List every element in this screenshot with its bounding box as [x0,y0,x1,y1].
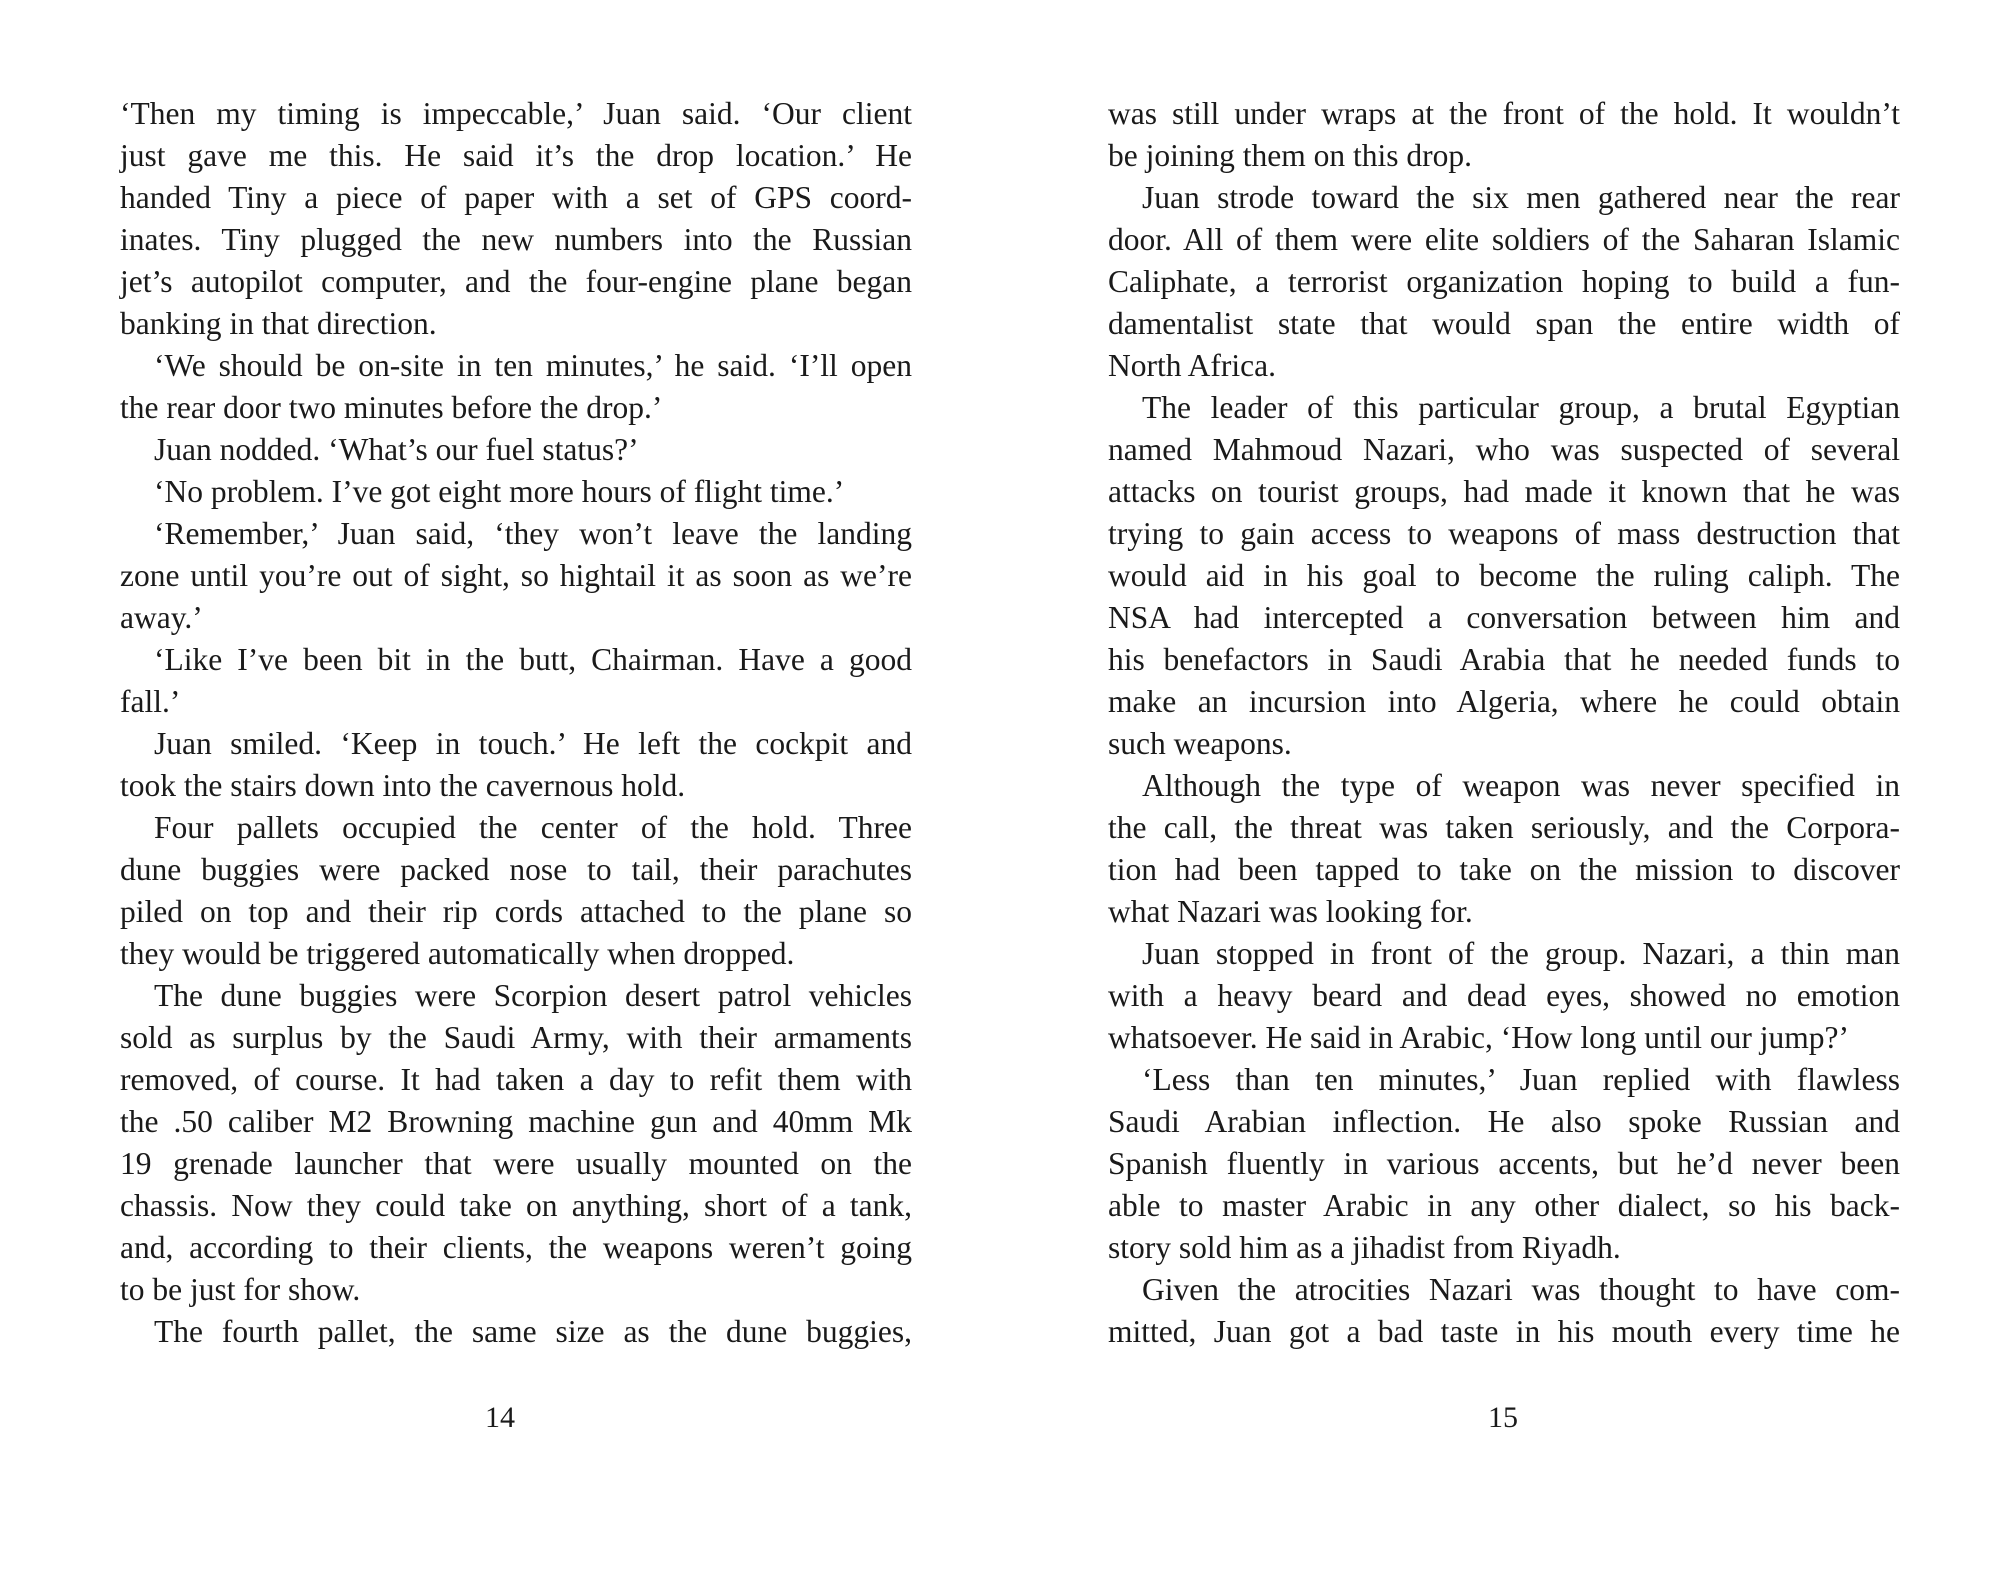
text-line: damentalist state that would span the entire width of [1108,306,1900,341]
text-line: door. All of them were elite soldiers of the Saharan Islamic [1108,222,1900,257]
text-line: ‘Then my timing is impeccable,’ Juan said. ‘Our client [120,96,912,131]
text-line: the .50 caliber M2 Browning machine gun and 40mm Mk [120,1104,912,1139]
text-line: North Africa. [1108,348,1276,383]
text-line: able to master Arabic in any other dialect, so his back- [1108,1188,1900,1223]
text-line: whatsoever. He said in Arabic, ‘How long until our jump?’ [1108,1020,1849,1055]
text-line: Caliphate, a terrorist organization hoping to build a fun- [1108,264,1900,299]
text-line: the call, the threat was taken seriously, and the Corpora- [1108,810,1900,845]
left-page [120,93,912,1353]
text-line: attacks on tourist groups, had made it known that he was [1108,474,1900,509]
text-line: with a heavy beard and dead eyes, showed no emotion [1108,978,1900,1013]
text-line: took the stairs down into the cavernous hold. [120,768,686,803]
text-line: tion had been tapped to take on the mission to discover [1108,852,1900,887]
text-line: be joining them on this drop. [1108,138,1472,173]
text-line: ‘We should be on-site in ten minutes,’ he said. ‘I’ll open [154,348,912,383]
text-line: would aid in his goal to become the ruling caliph. The [1108,558,1900,593]
text-line: handed Tiny a piece of paper with a set of GPS coord- [120,180,912,215]
text-line: ‘Like I’ve been bit in the butt, Chairman. Have a good [154,642,912,677]
text-line: chassis. Now they could take on anything, short of a tank, [120,1188,912,1223]
text-line: The dune buggies were Scorpion desert patrol vehicles [154,978,912,1013]
text-line: Juan strode toward the six men gathered near the rear [1142,180,1900,215]
text-line: piled on top and their rip cords attached to the plane so [120,894,912,929]
text-line: Although the type of weapon was never specified in [1142,768,1900,803]
text-line: Juan stopped in front of the group. Nazari, a thin man [1142,936,1900,971]
text-line: such weapons. [1108,726,1292,761]
text-line: ‘Remember,’ Juan said, ‘they won’t leave the landing [154,516,912,551]
text-line: inates. Tiny plugged the new numbers into the Russian [120,222,912,257]
text-line: make an incursion into Algeria, where he could obtain [1108,684,1900,719]
text-line: story sold him as a jihadist from Riyadh. [1108,1230,1621,1265]
text-line: ‘Less than ten minutes,’ Juan replied with flawless [1142,1062,1900,1097]
text-line: mitted, Juan got a bad taste in his mouth every time he [1108,1314,1900,1349]
right-page [1108,93,1900,1353]
text-line: removed, of course. It had taken a day to refit them with [120,1062,912,1097]
text-line: the rear door two minutes before the drop.’ [120,390,663,425]
text-line: fall.’ [120,684,181,719]
text-line: just gave me this. He said it’s the drop location.’ He [120,138,912,173]
text-line: and, according to their clients, the weapons weren’t going [120,1230,912,1265]
text-line: 19 grenade launcher that were usually mounted on the [120,1146,912,1181]
text-line: Saudi Arabian inflection. He also spoke Russian and [1108,1104,1900,1139]
text-line: Spanish fluently in various accents, but he’d never been [1108,1146,1900,1181]
text-line: jet’s autopilot computer, and the four-engine plane began [120,264,912,299]
text-line: sold as surplus by the Saudi Army, with their armaments [120,1020,912,1055]
text-line: what Nazari was looking for. [1108,894,1473,929]
text-line: dune buggies were packed nose to tail, their parachutes [120,852,912,887]
text-line: The leader of this particular group, a brutal Egyptian [1142,390,1900,425]
text-line: to be just for show. [120,1272,361,1307]
text-line: ‘No problem. I’ve got eight more hours of flight time.’ [154,474,845,509]
text-line: The fourth pallet, the same size as the dune buggies, [154,1314,912,1349]
text-line: away.’ [120,600,203,635]
text-line: trying to gain access to weapons of mass destruction that [1108,516,1900,551]
right-page-number: 15 [1488,1401,1518,1434]
text-line: NSA had intercepted a conversation between him and [1108,600,1900,635]
text-line: Four pallets occupied the center of the hold. Three [154,810,912,845]
text-line: zone until you’re out of sight, so hightail it as soon as we’re [120,558,912,593]
text-line: his benefactors in Saudi Arabia that he needed funds to [1108,642,1900,677]
text-line: was still under wraps at the front of the hold. It wouldn’t [1108,96,1900,131]
text-line: Juan nodded. ‘What’s our fuel status?’ [154,432,639,467]
left-page-number: 14 [485,1401,515,1434]
text-line: banking in that direction. [120,306,437,341]
text-line: named Mahmoud Nazari, who was suspected of several [1108,432,1900,467]
text-line: they would be triggered automatically when dropped. [120,936,795,971]
text-line: Given the atrocities Nazari was thought to have com- [1142,1272,1900,1307]
text-line: Juan smiled. ‘Keep in touch.’ He left the cockpit and [154,726,912,761]
